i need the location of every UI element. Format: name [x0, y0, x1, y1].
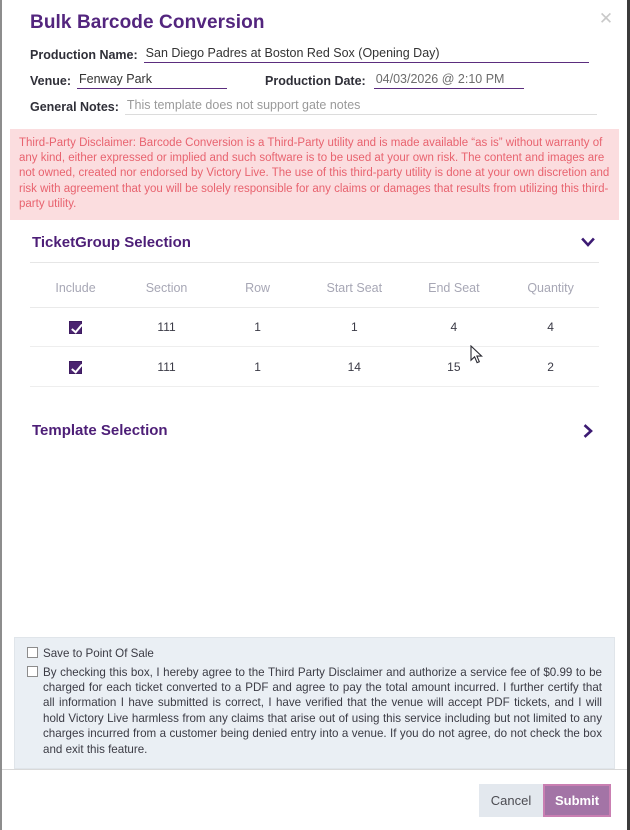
cancel-button[interactable]: Cancel: [479, 784, 543, 817]
template-selection-section: [2, 387, 627, 451]
terms-panel: [14, 637, 615, 769]
close-icon[interactable]: ✕: [595, 8, 617, 30]
general-notes-row: [30, 96, 599, 115]
chevron-down-icon[interactable]: [579, 233, 597, 251]
venue-date-row: [30, 70, 599, 89]
end-seat-cell: 4: [406, 308, 503, 347]
column-header-end-seat: End Seat: [406, 265, 503, 308]
general-notes-label: General Notes:: [30, 100, 119, 114]
table-header-row: [30, 265, 599, 308]
save-to-pos-row: [27, 646, 602, 661]
ticketgroup-table: [30, 265, 599, 387]
agreement-checkbox[interactable]: [27, 666, 38, 677]
quantity-cell: 4: [502, 308, 599, 347]
modal-header: [2, 0, 627, 44]
include-cell: [30, 308, 121, 347]
content-spacer: [2, 451, 627, 637]
ticketgroup-selection-header[interactable]: [30, 220, 599, 262]
start-seat-cell: 14: [303, 347, 405, 386]
include-cell: [30, 347, 121, 386]
production-name-row: [30, 44, 599, 63]
section-divider: [30, 262, 599, 263]
section-cell: 111: [121, 308, 212, 347]
include-checkbox[interactable]: [69, 321, 82, 334]
general-notes-field[interactable]: This template does not support gate notes: [125, 97, 597, 115]
venue-field[interactable]: Fenway Park: [77, 71, 227, 89]
agreement-label: By checking this box, I hereby agree to the Third Party Disclaimer and authorize a service fee of $0.99 to be charged for each ticket converted to a PDF and agree to pay the total amount incurred. I further certify that all information I have submitted is correct, I have verified that the venue will accept PDF tickets, and I will hold Victory Live harmless from any claims that arise out of using this service including but not limited to any charges incurred from a customer being denied entry into a venue. If you do not agree, do not check the box and exit this feature.: [43, 665, 602, 756]
ticketgroup-selection-title: TicketGroup Selection: [32, 233, 191, 251]
modal-footer-actions: [2, 769, 627, 830]
third-party-disclaimer: Third-Party Disclaimer: Barcode Conversion is a Third-Party utility and is made available “as is” without warranty of any kind, either expressed or implied and such software is to be used at your own risk. The content and images are not owned, created nor endorsed by Victory Live. The use of this third-party utility is done at your own discretion and risk with agreement that you will be solely responsible for any claims or damages that results from utilizing this third-party utility.: [10, 129, 619, 220]
template-selection-header[interactable]: [30, 409, 599, 451]
venue-label: Venue:: [30, 74, 71, 88]
include-checkbox[interactable]: [69, 361, 82, 374]
production-name-field[interactable]: San Diego Padres at Boston Red Sox (Opening Day): [144, 45, 589, 63]
production-date-label: Production Date:: [265, 74, 366, 88]
table-row: [30, 308, 599, 347]
submit-button[interactable]: Submit: [543, 784, 611, 817]
chevron-right-icon[interactable]: [579, 422, 597, 440]
column-header-quantity: Quantity: [502, 265, 599, 308]
row-cell: 1: [212, 308, 303, 347]
quantity-cell: 2: [502, 347, 599, 386]
column-header-section: Section: [121, 265, 212, 308]
column-header-start-seat: Start Seat: [303, 265, 405, 308]
section-cell: 111: [121, 347, 212, 386]
save-to-pos-checkbox[interactable]: [27, 647, 38, 658]
end-seat-cell: 15: [406, 347, 503, 386]
column-header-include: Include: [30, 265, 121, 308]
template-selection-title: Template Selection: [32, 422, 168, 440]
production-name-label: Production Name:: [30, 48, 138, 62]
agreement-row: [27, 665, 602, 757]
production-date-field[interactable]: 04/03/2026 @ 2:10 PM: [374, 71, 524, 89]
column-header-row: Row: [212, 265, 303, 308]
ticketgroup-selection-section: [2, 220, 627, 387]
production-form: [2, 44, 627, 122]
page-title: Bulk Barcode Conversion: [30, 12, 265, 33]
row-cell: 1: [212, 347, 303, 386]
start-seat-cell: 1: [303, 308, 405, 347]
save-to-pos-label: Save to Point Of Sale: [43, 647, 154, 661]
table-row: [30, 347, 599, 386]
